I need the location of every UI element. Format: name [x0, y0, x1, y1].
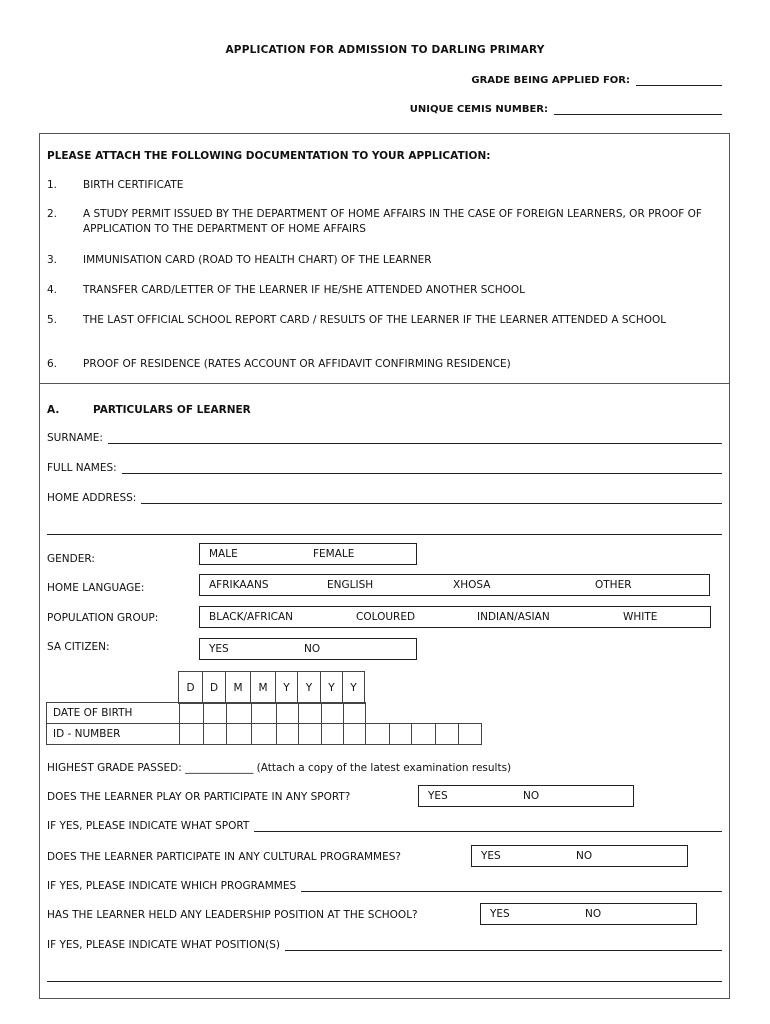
id-cell[interactable]: [390, 724, 412, 745]
id-cell[interactable]: [277, 724, 299, 745]
surname-row: [47, 432, 722, 444]
language-option-other[interactable]: OTHER: [595, 579, 632, 591]
id-cell[interactable]: [366, 724, 390, 745]
language-option-afrikaans[interactable]: AFRIKAANS: [209, 579, 269, 591]
leadership-followup-field[interactable]: [285, 941, 722, 951]
dob-cell[interactable]: [277, 703, 299, 724]
population-option-black-african[interactable]: BLACK/AFRICAN: [209, 611, 294, 623]
dob-cell[interactable]: [252, 703, 277, 724]
id-cell[interactable]: [180, 724, 204, 745]
id-cell[interactable]: [344, 724, 366, 745]
sa-citizen-option-yes[interactable]: YES: [209, 643, 229, 655]
doc-item-5: 5. THE LAST OFFICIAL SCHOOL REPORT CARD / RESULTS OF THE LEARNER IF THE LEARNER ATTENDED A SCHOOL: [47, 314, 667, 326]
cultural-option-no[interactable]: NO: [576, 850, 593, 862]
full-names-field[interactable]: [122, 464, 722, 474]
id-cell[interactable]: [459, 724, 482, 745]
dob-cell[interactable]: [322, 703, 344, 724]
dob-cell[interactable]: [227, 703, 252, 724]
cemis-number-row: [410, 104, 722, 115]
cultural-options: [471, 845, 688, 867]
documentation-heading: PLEASE ATTACH THE FOLLOWING DOCUMENTATION TO YOUR APPLICATION:: [47, 150, 491, 162]
grade-applied-label: GRADE BEING APPLIED FOR:: [471, 75, 630, 86]
grade-applied-field[interactable]: [636, 76, 722, 86]
sport-option-no[interactable]: NO: [523, 790, 540, 802]
dob-cell[interactable]: [344, 703, 366, 724]
full-names-label: FULL NAMES:: [47, 462, 117, 474]
home-address-field-line-2[interactable]: [47, 534, 722, 535]
sport-option-yes[interactable]: YES: [428, 790, 448, 802]
sport-followup-row: [47, 820, 722, 832]
doc-item-4: 4. TRANSFER CARD/LETTER OF THE LEARNER IF HE/SHE ATTENDED ANOTHER SCHOOL: [47, 284, 525, 296]
language-option-xhosa[interactable]: XHOSA: [453, 579, 491, 591]
id-number-label: ID - NUMBER: [47, 724, 180, 745]
id-cell[interactable]: [322, 724, 344, 745]
population-option-white[interactable]: WHITE: [623, 611, 658, 623]
population-group-label: POPULATION GROUP:: [47, 612, 159, 624]
home-language-label: HOME LANGUAGE:: [47, 582, 145, 594]
section-a-heading: A. PARTICULARS OF LEARNER: [47, 404, 251, 416]
doc-item-3: 3. IMMUNISATION CARD (ROAD TO HEALTH CHART) OF THE LEARNER: [47, 254, 432, 266]
highest-grade-label: HIGHEST GRADE PASSED: _____________ (Attach a copy of the latest examination results): [47, 762, 512, 774]
home-language-options: [199, 574, 710, 596]
full-names-row: [47, 462, 722, 474]
home-address-field[interactable]: [141, 494, 722, 504]
population-option-coloured[interactable]: COLOURED: [356, 611, 416, 623]
sport-followup-field[interactable]: [254, 822, 722, 832]
dob-cell[interactable]: [299, 703, 322, 724]
dob-cell[interactable]: [204, 703, 227, 724]
cemis-number-field[interactable]: [554, 105, 722, 115]
cultural-followup-row: [47, 880, 722, 892]
sport-question: DOES THE LEARNER PLAY OR PARTICIPATE IN ANY SPORT?: [47, 791, 351, 803]
id-cell[interactable]: [252, 724, 277, 745]
home-address-label: HOME ADDRESS:: [47, 492, 137, 504]
gender-options: [199, 543, 417, 565]
id-cell[interactable]: [299, 724, 322, 745]
cemis-number-label: UNIQUE CEMIS NUMBER:: [409, 104, 548, 115]
form-title: APPLICATION FOR ADMISSION TO DARLING PRIMARY: [225, 44, 545, 56]
leadership-followup-field-line-2[interactable]: [47, 981, 722, 982]
gender-option-male[interactable]: MALE: [209, 548, 238, 560]
cultural-followup-field[interactable]: [301, 882, 722, 892]
cultural-followup-label: IF YES, PLEASE INDICATE WHICH PROGRAMMES: [47, 880, 297, 892]
cultural-option-yes[interactable]: YES: [481, 850, 501, 862]
id-cell[interactable]: [227, 724, 252, 745]
id-cell[interactable]: [436, 724, 459, 745]
dob-label: DATE OF BIRTH: [47, 703, 180, 724]
doc-item-1: 1. BIRTH CERTIFICATE: [47, 179, 184, 191]
sport-options: [418, 785, 634, 807]
id-cell[interactable]: [204, 724, 227, 745]
doc-item-6: 6. PROOF OF RESIDENCE (RATES ACCOUNT OR AFFIDAVIT CONFIRMING RESIDENCE): [47, 358, 511, 370]
cultural-question: DOES THE LEARNER PARTICIPATE IN ANY CULTURAL PROGRAMMES?: [47, 851, 401, 863]
doc-item-2: 2. A STUDY PERMIT ISSUED BY THE DEPARTMENT OF HOME AFFAIRS IN THE CASE OF FOREIGN LEARNERS, OR PROOF OF APPLICATION TO THE DEPARTMENT OF HOME AFFAIRS: [47, 208, 702, 235]
gender-label: GENDER:: [47, 553, 95, 565]
gender-option-female[interactable]: FEMALE: [313, 548, 355, 560]
leadership-question: HAS THE LEARNER HELD ANY LEADERSHIP POSITION AT THE SCHOOL?: [47, 909, 418, 921]
population-group-options: [199, 606, 711, 628]
leadership-option-no[interactable]: NO: [585, 908, 602, 920]
language-option-english[interactable]: ENGLISH: [327, 579, 374, 591]
surname-field[interactable]: [108, 434, 722, 444]
leadership-followup-row: [47, 939, 722, 951]
id-cell[interactable]: [412, 724, 436, 745]
sa-citizen-label: SA CITIZEN:: [47, 641, 110, 653]
surname-label: SURNAME:: [47, 432, 103, 444]
sa-citizen-option-no[interactable]: NO: [304, 643, 321, 655]
leadership-option-yes[interactable]: YES: [490, 908, 510, 920]
id-number-grid: [46, 723, 482, 745]
population-option-indian-asian[interactable]: INDIAN/ASIAN: [477, 611, 550, 623]
section-divider: [39, 383, 730, 384]
leadership-options: [480, 903, 697, 925]
leadership-followup-label: IF YES, PLEASE INDICATE WHAT POSITION(S): [47, 939, 280, 951]
dob-id-grid: [46, 702, 366, 724]
dob-cell[interactable]: [180, 703, 204, 724]
sa-citizen-options: [199, 638, 417, 660]
sport-followup-label: IF YES, PLEASE INDICATE WHAT SPORT: [47, 820, 250, 832]
home-address-row: [47, 492, 722, 504]
dob-header-grid: D D M M Y Y Y Y: [178, 671, 365, 704]
grade-applied-row: [471, 75, 722, 86]
